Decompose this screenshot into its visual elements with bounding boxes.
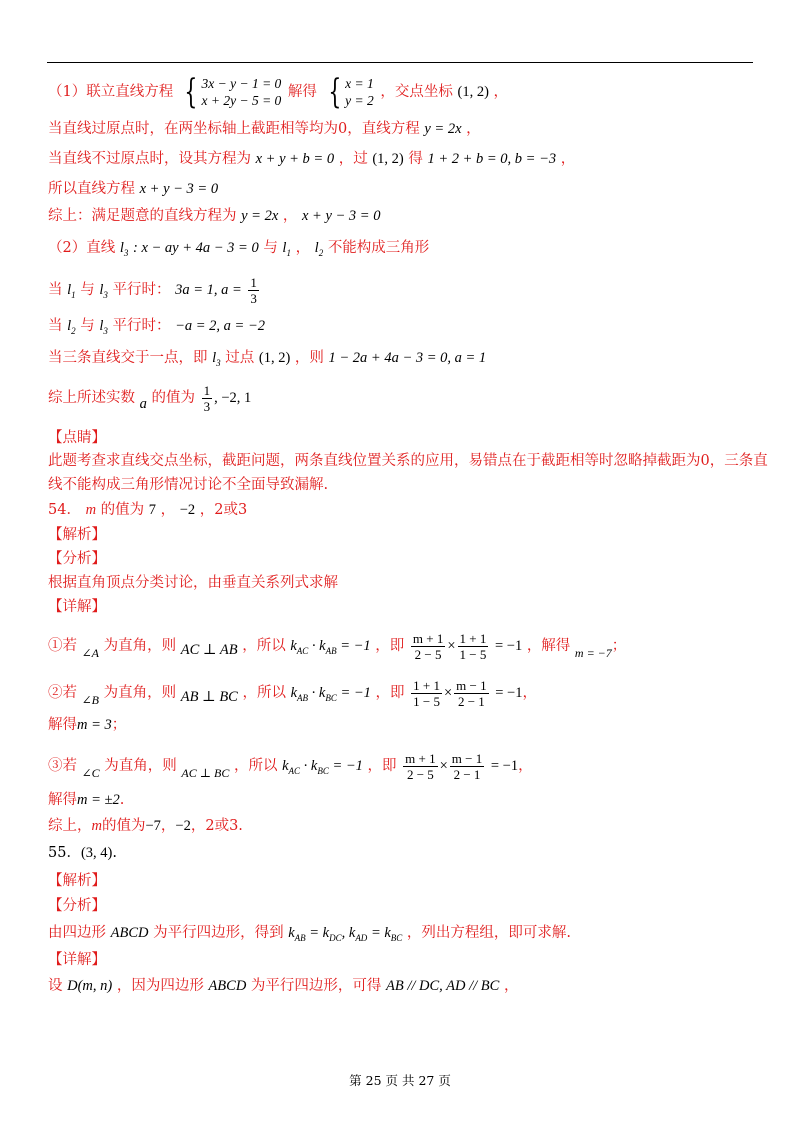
text-line-13 <box>48 475 328 495</box>
text: ，所以 <box>233 758 278 774</box>
text: 得 <box>408 151 423 167</box>
math: 3a = 1, a = <box>175 282 242 298</box>
math: a <box>139 396 147 412</box>
text: ，即 <box>375 685 405 701</box>
text: ， <box>282 208 298 224</box>
text: 与 <box>80 318 95 334</box>
equation: y = 2 <box>345 93 374 108</box>
top-rule <box>47 62 753 63</box>
text: 当三条直线交于一点，即 <box>48 350 208 366</box>
section-label-xiangjie: 【详解】 <box>48 599 106 615</box>
fraction: $\frac{m + 1}{2 - 5}$ <box>405 750 436 782</box>
text: 此题考查求直线交点坐标，截距问题，两条直线位置关系的应用，易错点在于截距相等时忽略掉截距为0，三条直 <box>48 453 768 469</box>
case-3-result: 解得m = ±2. <box>48 792 125 808</box>
summary-54: 综上，m的值为−7，−2，2或3. <box>48 818 243 834</box>
text: ， <box>295 240 311 256</box>
text: ，所以 <box>242 685 286 701</box>
fraction: $\frac{1}{3}$ <box>203 382 211 414</box>
text: 54． <box>48 502 81 518</box>
solution-system: { x = 1 y = 2 <box>327 72 374 112</box>
subscript: 3 <box>103 326 108 336</box>
text: 平行时： <box>112 282 171 298</box>
math: l <box>282 240 287 256</box>
detail-55: 设 D(m, n) ，因为四边形 ABCD 为平行四边形，可得 AB // DC, AD // BC ， <box>48 978 519 994</box>
subscript: 2 <box>318 248 324 258</box>
math: ∠A <box>81 646 99 660</box>
text: ③若 <box>48 758 77 774</box>
equation: x = 1 <box>345 76 374 91</box>
math: l <box>314 240 319 256</box>
text: 综上：满足题意的直线方程为 <box>48 208 237 224</box>
text: （2）直线 <box>48 240 116 256</box>
math: ∠B <box>81 693 99 707</box>
equation: 3x − y − 1 = 0 <box>201 76 282 91</box>
text: 当直线不过原点时，设其方程为 <box>48 151 251 167</box>
text-line-2 <box>48 119 481 139</box>
case-2-result: 解得m = 3； <box>48 717 127 733</box>
text: 过点 <box>225 350 255 366</box>
text: 当 <box>48 282 63 298</box>
fraction: $\frac{1 + 1}{1 - 5}$ <box>459 630 487 662</box>
equation: x + 2y − 5 = 0 <box>201 93 282 108</box>
math: y = 2x <box>424 121 462 137</box>
math: y = 2x <box>241 208 279 224</box>
section-label-xiangjie-55: 【详解】 <box>48 952 106 968</box>
text: 为直角，则 <box>104 758 177 774</box>
math: −a = 2, a = −2 <box>175 318 265 334</box>
text: 综上所述实数 <box>48 390 135 406</box>
fraction: $\frac{m - 1}{2 - 1}$ <box>456 677 487 709</box>
math: (1, 2) <box>372 151 404 167</box>
math: 7 <box>148 502 157 518</box>
text: ， <box>466 121 481 137</box>
text-line-8 <box>48 316 265 341</box>
fraction: $\frac{m - 1}{2 - 1}$ <box>451 750 483 782</box>
math: AB ⊥ BC <box>180 689 238 705</box>
math: x + y − 3 = 0 <box>139 181 219 197</box>
text: ， <box>493 84 509 100</box>
text-line-5 <box>48 206 380 226</box>
subscript: 3 <box>103 290 108 300</box>
text: 不能构成三角形 <box>327 240 430 256</box>
text: ，交点坐标 <box>380 84 453 100</box>
text: 解得 <box>287 84 317 100</box>
text-line-4 <box>48 179 218 199</box>
text: 与 <box>80 282 95 298</box>
math: : x − ay + 4a − 3 = 0 <box>132 240 259 256</box>
text: ，解得 <box>526 638 571 654</box>
text-line-7 <box>48 272 261 313</box>
analysis-55: 由四边形 ABCD 为平行四边形，得到 $k_{AB} = k_{DC}$, $k_{AD} = k_{BC}$ ，列出方程组，即可求解. <box>48 925 572 943</box>
math: l <box>67 318 72 334</box>
subscript: 1 <box>286 248 291 258</box>
section-label-dianjing <box>48 428 106 448</box>
text: ，即 <box>375 638 405 654</box>
text-line-3 <box>48 149 575 169</box>
page-footer: 第 25 页 共 27 页 <box>349 1073 451 1088</box>
fraction: $\frac{1 + 1}{1 - 5}$ <box>413 677 440 709</box>
text-line-9 <box>48 348 486 373</box>
math: 1 − 2a + 4a − 3 = 0, a = 1 <box>328 350 487 366</box>
section-label-jiexi: 【解析】 <box>48 527 106 543</box>
math: l <box>99 282 104 298</box>
text: ， <box>160 502 176 518</box>
math: x + y + b = 0 <box>255 151 335 167</box>
text: 当直线过原点时，在两坐标轴上截距相等均为0，直线方程 <box>48 121 420 137</box>
question-54-answer <box>48 500 247 520</box>
math: , −2, 1 <box>214 390 252 406</box>
math: AC ⊥ AB <box>180 642 238 658</box>
math: l <box>99 318 104 334</box>
subscript: 2 <box>71 326 76 336</box>
text-line-17: 根据直角顶点分类讨论，由垂直关系列式求解 <box>48 575 338 591</box>
subscript: 3 <box>123 248 129 258</box>
text: 与 <box>263 240 278 256</box>
math: AC ⊥ BC <box>181 766 230 780</box>
case-2-line: ②若 $_{\angle B}$ 为直角，则 AB ⊥ BC ，所以 $k_{AB} \cdot k_{BC} = -1$ ，即 $\frac{1 + 1}{1 - 5}$ × $\frac{m - 1}{2 - 1}$ = −1， <box>48 677 537 709</box>
case-1-line: ①若 $_{\angle A}$ 为直角，则 AC ⊥ AB ，所以 $k_{AC} \cdot k_{AB} = -1$ ，即 $\frac{m + 1}{2 - 5}$ × $\frac{1 + 1}{1 - 5}$ = −1 ，解得 $_{m = -7}$； <box>48 630 627 662</box>
math: m <box>85 502 97 518</box>
text: ②若 <box>48 685 77 701</box>
case-3-line: ③若 $_{\angle C}$ 为直角，则 $_{AC \perp BC}$ ，所以 $k_{AC} \cdot k_{BC} = -1$ ，即 $\frac{m + 1}{2 - 5}$ × $\frac{m - 1}{2 - 1}$ = −1， <box>48 750 533 782</box>
text: ，过 <box>338 151 368 167</box>
math: −2 <box>179 502 196 518</box>
fraction: $\frac{1}{3}$ <box>250 274 257 306</box>
text: 的值为 <box>151 390 195 406</box>
text: 线不能构成三角形情况讨论不全面导致漏解. <box>48 477 329 493</box>
text: 为直角，则 <box>103 638 177 654</box>
text: ，即 <box>367 758 397 774</box>
subscript: 1 <box>71 290 76 300</box>
text: ①若 <box>48 638 77 654</box>
math: l <box>119 240 124 256</box>
question-55-answer: 55．(3, 4). <box>48 845 117 861</box>
math: (1, 2) <box>457 84 489 100</box>
text: ，则 <box>294 350 324 366</box>
text: ，所以 <box>242 638 286 654</box>
text: 平行时： <box>112 318 171 334</box>
math: l <box>212 350 217 366</box>
section-label-fenxi: 【分析】 <box>48 551 106 567</box>
math: (1, 2) <box>258 350 291 366</box>
math: ∠C <box>81 766 100 780</box>
text: ，2或3 <box>199 502 248 518</box>
text: 为直角，则 <box>103 685 177 701</box>
text-line-1 <box>48 72 508 112</box>
text: 的值为 <box>100 502 145 518</box>
text: 【点睛】 <box>48 430 106 446</box>
subscript: 3 <box>216 358 221 368</box>
math: l <box>67 282 72 298</box>
text: 所以直线方程 <box>48 181 135 197</box>
text: （1）联立直线方程 <box>48 84 174 100</box>
equation-system: { 3x − y − 1 = 0 x + 2y − 5 = 0 <box>184 72 282 112</box>
section-label-jiexi-55: 【解析】 <box>48 873 106 889</box>
text-line-10 <box>48 380 251 422</box>
text: 当 <box>48 318 63 334</box>
text: ， <box>560 151 576 167</box>
text-line-6 <box>48 238 429 263</box>
math: x + y − 3 = 0 <box>301 208 381 224</box>
math: 1 + 2 + b = 0, b = −3 <box>427 151 557 167</box>
fraction: $\frac{m + 1}{2 - 5}$ <box>412 630 444 662</box>
section-label-fenxi-55: 【分析】 <box>48 898 106 914</box>
text-line-12 <box>48 451 768 471</box>
